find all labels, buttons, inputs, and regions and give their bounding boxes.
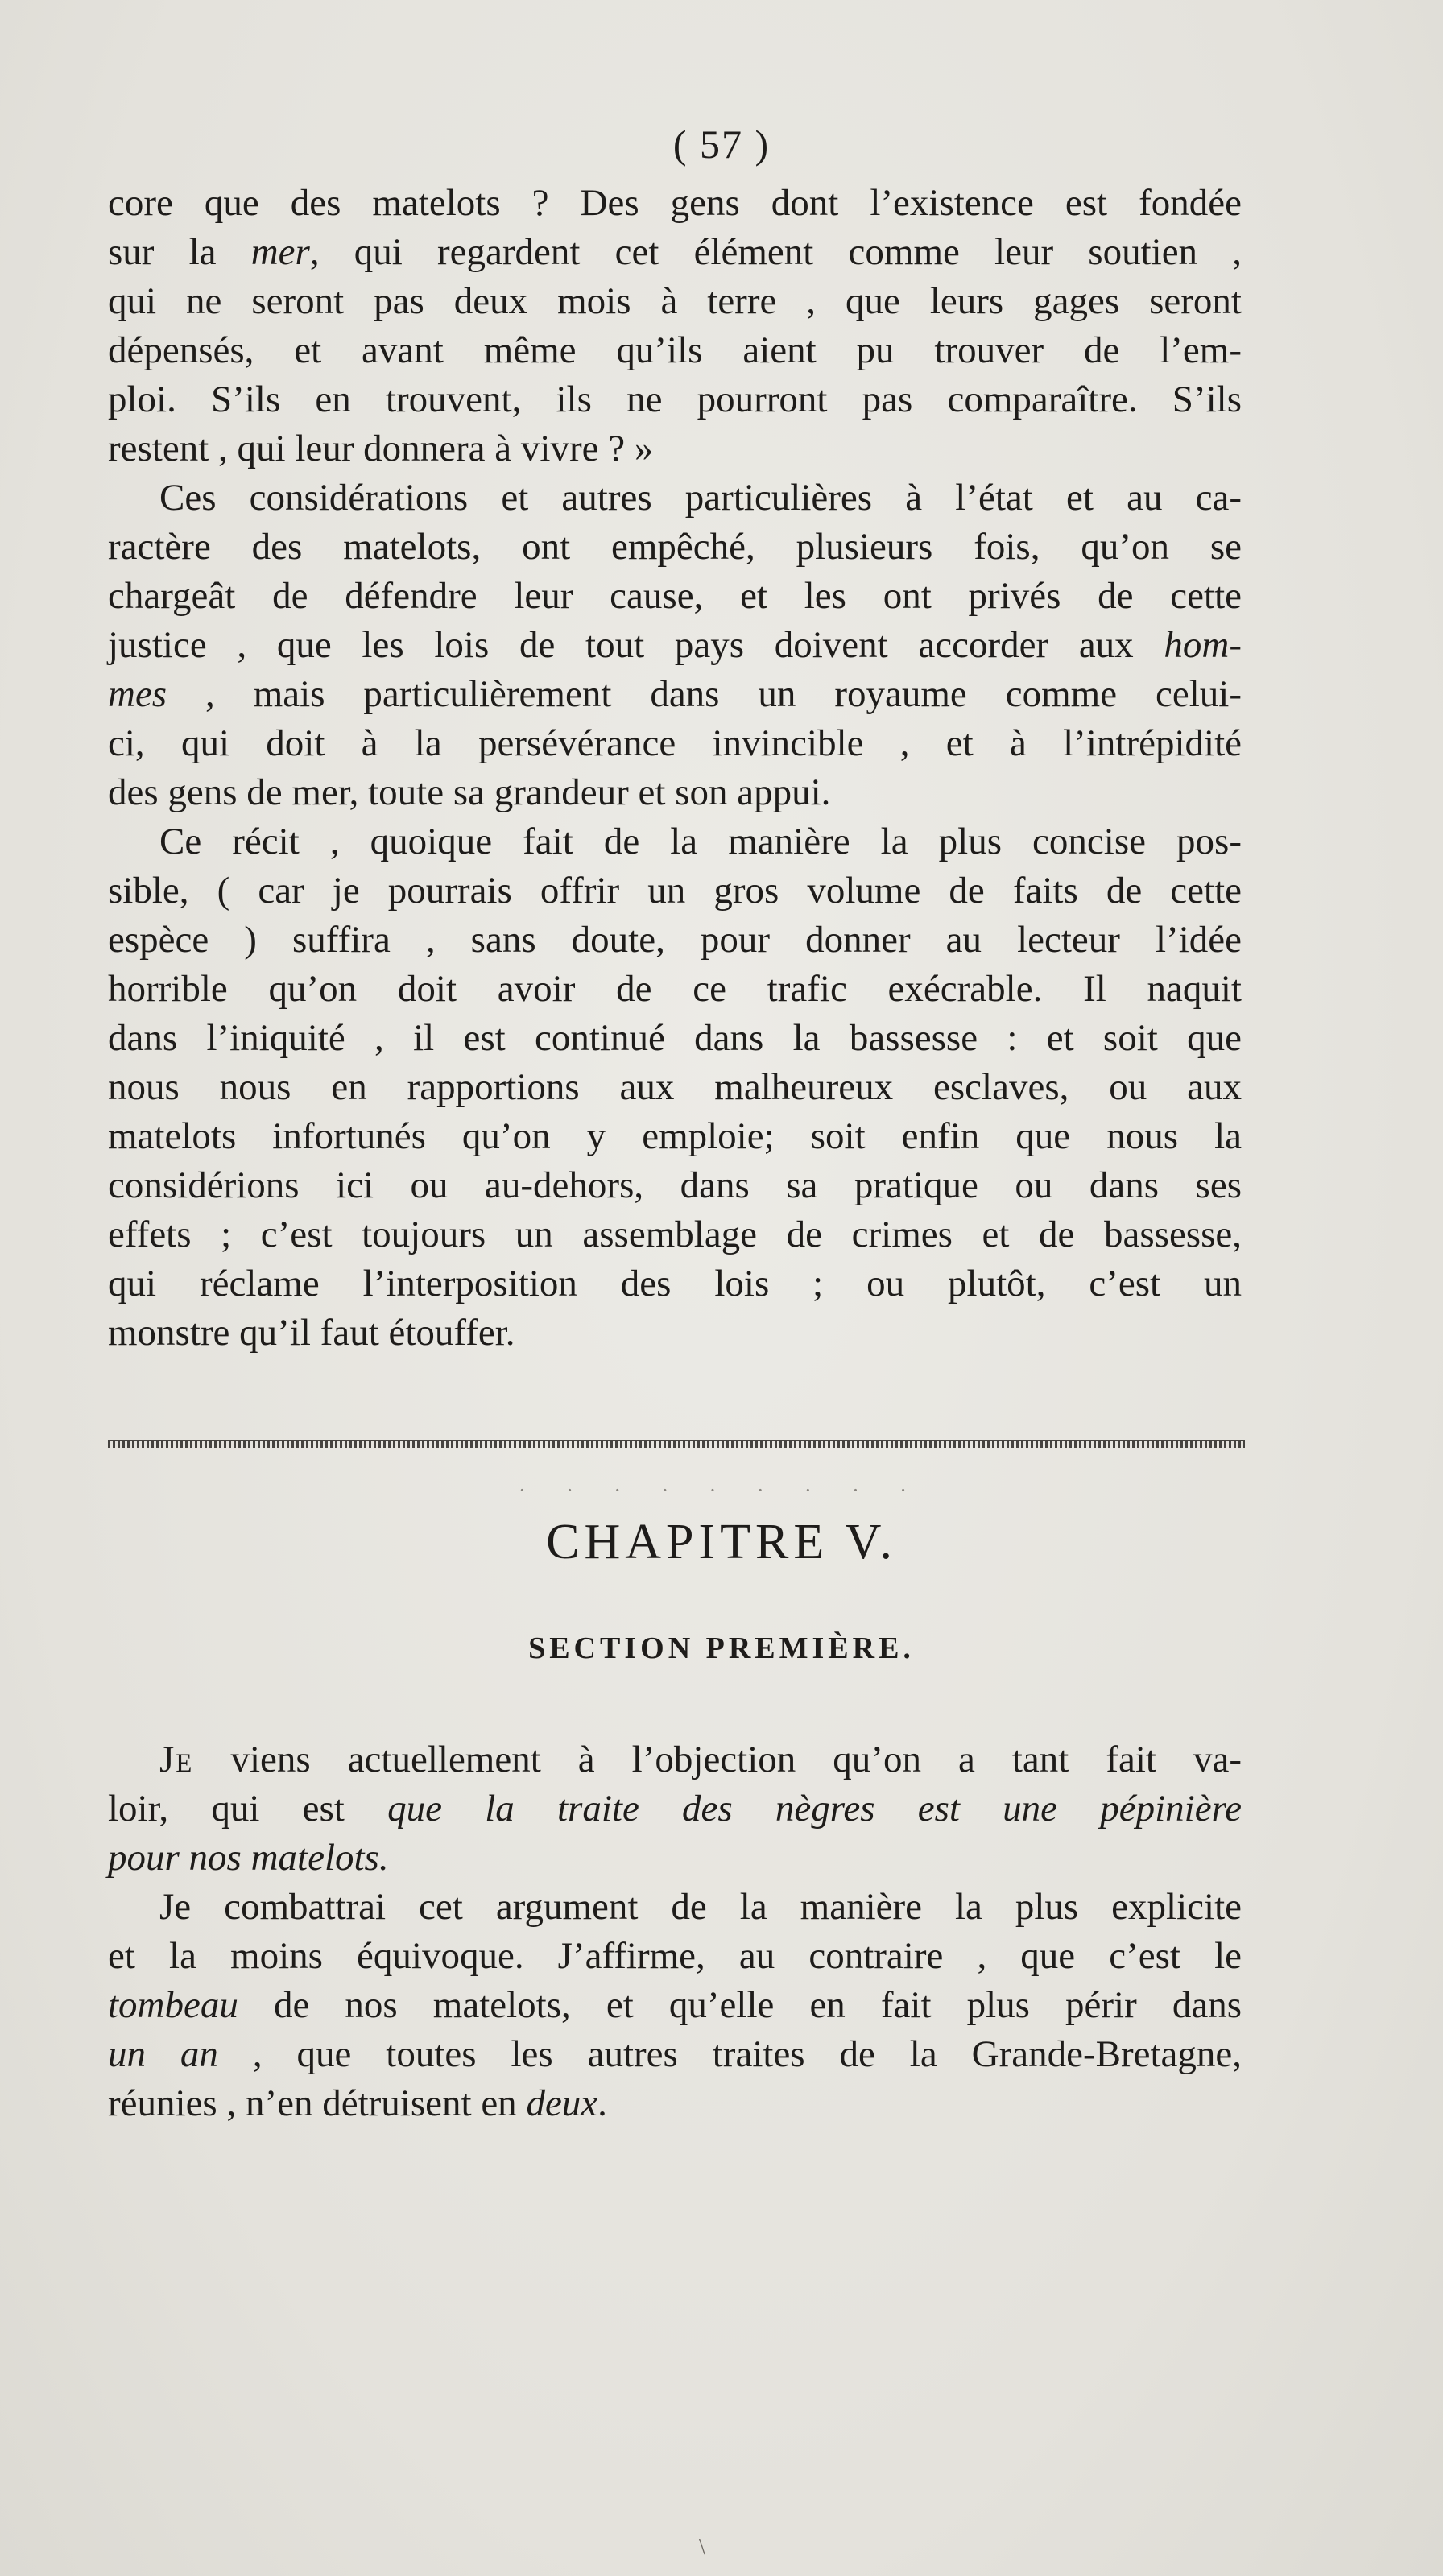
italic-run: un an — [108, 2033, 218, 2075]
text-line: monstre qu’il faut étouffer. — [108, 1312, 515, 1354]
text-run: , que toutes les autres traites de la Grande-Bretagne, — [217, 2033, 1242, 2075]
paragraph — [108, 1735, 1242, 1883]
text-run: loir, qui est — [108, 1788, 388, 1830]
page-number: ( 57 ) — [672, 122, 771, 167]
text-run: , qui regardent cet élément comme leur soutien , — [309, 231, 1242, 273]
text-line: effets ; c’est toujours un assemblage de crimes et de bassesse, — [108, 1214, 1242, 1255]
italic-run: pour nos matelots. — [108, 1837, 389, 1879]
text-line: considérions ici ou au-dehors, dans sa pratique ou dans ses — [108, 1164, 1242, 1206]
text-run: justice , que les lois de tout pays doivent accorder aux — [108, 624, 1164, 666]
text-line — [108, 2030, 1242, 2079]
text-line: restent , qui leur donnera à vivre ? » — [108, 428, 654, 469]
text-line: nous nous en rapportions aux malheureux esclaves, ou aux — [108, 1066, 1242, 1108]
text-line: espèce ) suffira , sans doute, pour donner au lecteur l’idée — [108, 919, 1242, 961]
text-line: horrible qu’on doit avoir de ce trafic exécrable. Il naquit — [108, 968, 1242, 1010]
text-run: viens actuellement à l’objection qu’on a tant fait va- — [193, 1739, 1242, 1780]
text-run: réunies , n’en détruisent en — [108, 2082, 527, 2124]
text-line: Ces considérations et autres particulières à l’état et au ca- — [159, 477, 1242, 519]
italic-run: mes — [108, 673, 167, 715]
italic-run: mer — [250, 231, 310, 273]
text-line — [108, 1834, 1242, 1883]
body-text-bottom — [108, 1735, 1242, 2128]
text-run: sur la — [108, 231, 251, 273]
text-line: ci, qui doit à la persévérance invincible , et à l’intrépidité — [108, 722, 1242, 764]
text-line — [108, 2079, 1242, 2128]
paragraph — [108, 179, 1242, 473]
text-line: core que des matelots ? Des gens dont l’existence est fondée — [108, 182, 1242, 224]
paragraph — [108, 1883, 1242, 2128]
text-line — [108, 1784, 1242, 1834]
text-line: Ce récit , quoique fait de la manière la plus concise pos- — [159, 821, 1242, 862]
text-line: et la moins équivoque. J’affirme, au contraire , que c’est le — [108, 1935, 1242, 1977]
text-run: , mais particulièrement dans un royaume comme celui- — [167, 673, 1242, 715]
initial-word: Je — [159, 1739, 194, 1780]
text-line: qui réclame l’interposition des lois ; ou plutôt, c’est un — [108, 1263, 1242, 1305]
text-line — [108, 1735, 1242, 1784]
text-line: Je combattrai cet argument de la manière la plus explicite — [159, 1886, 1242, 1928]
italic-run: deux — [526, 2082, 598, 2124]
text-run: . — [597, 2082, 607, 2124]
section-title: SECTION PREMIÈRE. — [528, 1631, 915, 1665]
text-line: chargeât de défendre leur cause, et les ont privés de cette — [108, 575, 1242, 617]
text-line: sible, ( car je pourrais offrir un gros volume de faits de cette — [108, 870, 1242, 912]
chapter-title: CHAPITRE V. — [546, 1515, 897, 1569]
paragraph — [108, 473, 1242, 817]
text-line — [108, 228, 1242, 277]
text-line: qui ne seront pas deux mois à terre , que leurs gages seront — [108, 280, 1242, 322]
italic-run: tombeau — [108, 1984, 238, 2026]
text-line: ractère des matelots, ont empêché, plusieurs fois, qu’on se — [108, 526, 1242, 568]
text-line: ploi. S’ils en trouvent, ils ne pourront pas comparaître. S’ils — [108, 378, 1242, 420]
decorative-dots: · · · · · · · · · — [519, 1478, 924, 1502]
paragraph — [108, 817, 1242, 1358]
text-line: des gens de mer, toute sa grandeur et son appui. — [108, 771, 831, 813]
italic-run: que la traite des nègres est une pépinière — [387, 1788, 1242, 1830]
text-line — [108, 670, 1242, 719]
printer-mark: \ — [699, 2535, 705, 2560]
text-line: matelots infortunés qu’on y emploie; soit enfin que nous la — [108, 1115, 1242, 1157]
text-line: dépensés, et avant même qu’ils aient pu trouver de l’em- — [108, 329, 1242, 371]
italic-run: hom- — [1164, 624, 1242, 666]
text-run: de nos matelots, et qu’elle en fait plus périr dans — [238, 1984, 1242, 2026]
text-line — [108, 621, 1242, 670]
text-line: dans l’iniquité , il est continué dans la bassesse : et soit que — [108, 1017, 1242, 1059]
body-text-top — [108, 179, 1242, 1358]
text-line — [108, 1981, 1242, 2030]
ornamental-rule — [108, 1440, 1245, 1448]
